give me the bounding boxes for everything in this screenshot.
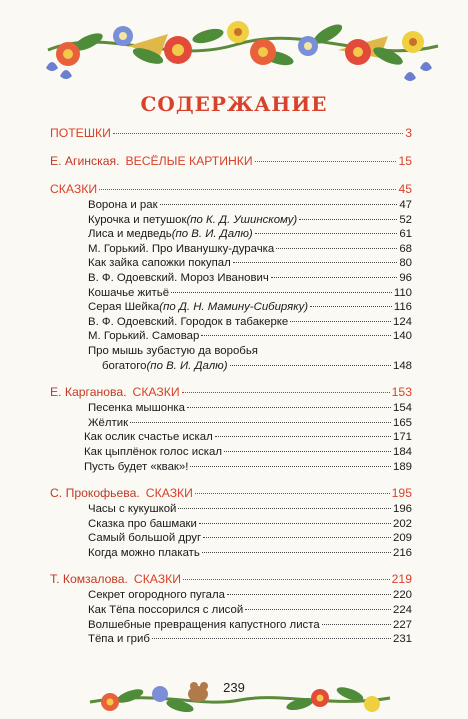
section-title: СКАЗКИ	[145, 486, 193, 501]
section-title: СКАЗКИ	[132, 385, 180, 400]
floral-ornament-top	[28, 6, 448, 86]
toc-section-6	[50, 570, 412, 588]
toc-section-4	[50, 383, 412, 401]
toc-entry: Пусть будет «квак»! 189	[84, 460, 412, 473]
toc-entry: В. Ф. Одоевский. Мороз Иванович 96	[88, 271, 412, 284]
page-ref: 153	[391, 385, 412, 400]
toc-entry: Самый большой друг 209	[88, 532, 412, 545]
toc-entry: Лиса и медведь (по В. И. Далю) 61	[88, 228, 412, 241]
section-author: Е. Агинская.	[50, 154, 120, 168]
toc-entry: Тёпа и гриб 231	[88, 633, 412, 646]
toc-entry: Как ослик счастье искал 171	[84, 431, 412, 444]
dot-leader	[255, 161, 397, 162]
toc-entry: Часы с кукушкой 196	[88, 503, 412, 516]
section-title: ВЕСЁЛЫЕ КАРТИНКИ	[125, 154, 253, 168]
toc-entry: Как Тёпа поссорился с лисой 224	[88, 604, 412, 617]
toc-entry: Когда можно плакать 216	[88, 546, 412, 559]
dot-leader	[183, 579, 390, 580]
section-title: СКАЗКИ	[50, 182, 98, 196]
page-ref: 3	[405, 126, 412, 140]
toc-section-2	[50, 152, 412, 170]
toc-entry: В. Ф. Одоевский. Городок в табакерке 124	[88, 315, 412, 328]
page-ref: 195	[391, 486, 412, 501]
toc-entry: Кошачье житьё 110	[88, 286, 412, 299]
toc-entry: Как цыплёнок голос искал 184	[84, 445, 412, 458]
toc-entry: Ворона и рак 47	[88, 199, 412, 211]
section-author: С. Прокофьева.	[50, 486, 140, 501]
dot-leader	[195, 493, 390, 494]
toc-section-3	[50, 180, 412, 198]
page-ref: 45	[398, 182, 412, 196]
page-ref: 15	[398, 154, 412, 168]
toc-entry: М. Горький. Про Иванушку-дурачка 68	[88, 242, 412, 255]
toc-section-5	[50, 484, 412, 502]
page-ref: 219	[391, 572, 412, 587]
section-title: СКАЗКИ	[133, 572, 182, 587]
section-author: Т. Комзалова.	[50, 572, 128, 587]
table-of-contents	[50, 124, 412, 647]
toc-entry: Курочка и петушок (по К. Д. Ушинскому) 52	[88, 213, 412, 226]
toc-entry: Сказка про башмаки 202	[88, 517, 412, 530]
dot-leader	[99, 189, 396, 190]
toc-entry-line1: Про мышь зубастую да воробья	[88, 344, 258, 357]
toc-entry: Волшебные превращения капустного листа 227	[88, 618, 412, 631]
section-title: ПОТЕШКИ	[50, 126, 111, 140]
dot-leader	[182, 392, 390, 393]
page-number: 239	[223, 680, 245, 695]
toc-entry-line2: богатого (по В. И. Далю) 148	[102, 359, 412, 372]
page-title: СОДЕРЖАНИЕ	[140, 92, 328, 116]
toc-section-1	[50, 124, 412, 142]
toc-entry: М. Горький. Самовар 140	[88, 330, 412, 343]
section-author: Е. Карганова.	[50, 385, 127, 400]
toc-entry: Как зайка сапожки покупал 80	[88, 257, 412, 270]
toc-entry: Секрет огородного пугала 220	[88, 589, 412, 602]
toc-entry: Песенка мышонка 154	[88, 402, 412, 415]
dot-leader	[113, 133, 403, 134]
toc-entry: Жёлтик 165	[88, 416, 412, 429]
toc-entry: Серая Шейка (по Д. Н. Мамину-Сибиряку) 116	[88, 301, 412, 314]
